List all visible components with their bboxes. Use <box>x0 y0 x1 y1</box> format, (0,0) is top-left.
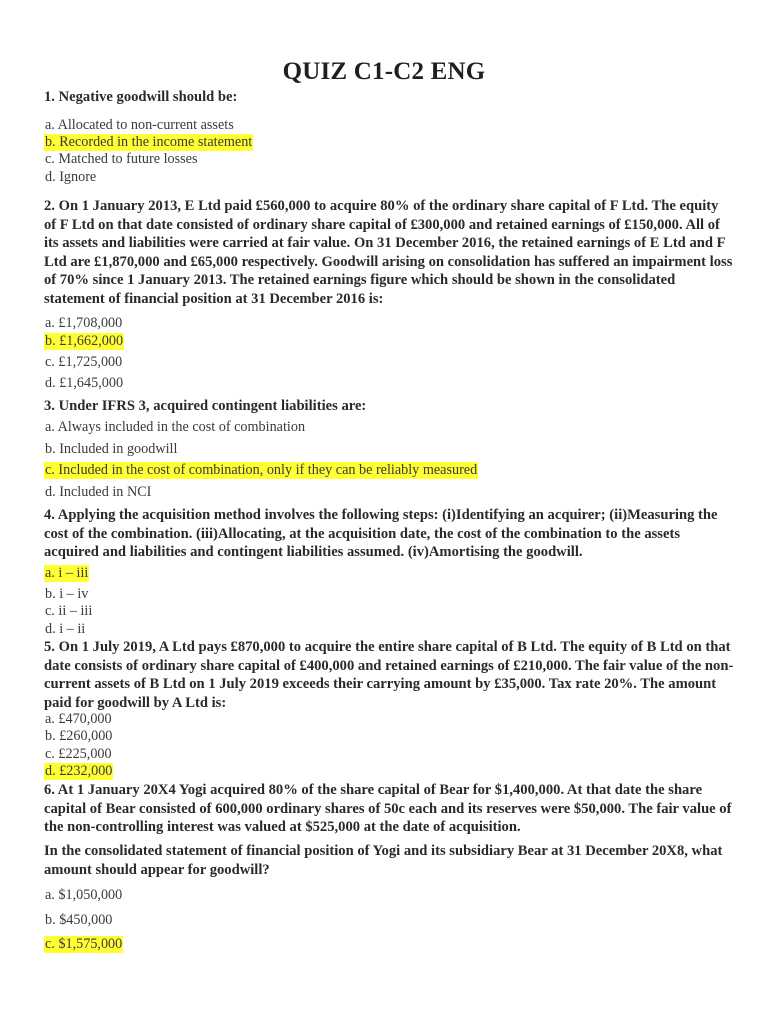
question-6: 6. At 1 January 20X4 Yogi acquired 80% of the share capital of Bear for $1,400,000. At that date the share capital of Bear consisted of 600,000 ordinary shares of 50c each and its reserves were $50,000. The fair value of the non-controlling interest was valued at $525,000 at the date of acquisition. <box>44 782 732 836</box>
question-6-prompt: In the consolidated statement of financial position of Yogi and its subsidiary Bear at 31 December 20X8, what amount should appear for goodwill? <box>44 843 723 878</box>
q1-option-c: c. Matched to future losses <box>45 151 198 167</box>
q3-option-a: a. Always included in the cost of combination <box>45 419 306 435</box>
q4-option-d: d. i – ii <box>45 621 86 637</box>
q1-option-b: b. Recorded in the income statement <box>45 134 253 150</box>
q3-option-d: d. Included in NCI <box>45 484 152 500</box>
q4-option-a: a. i – iii <box>45 565 89 581</box>
q4-option-c: c. ii – iii <box>45 603 93 619</box>
q2-option-c: c. £1,725,000 <box>45 354 123 370</box>
q6-option-a: a. $1,050,000 <box>45 887 123 903</box>
question-3: 3. Under IFRS 3, acquired contingent liabilities are: <box>44 398 367 414</box>
q5-option-d: d. £232,000 <box>45 763 113 779</box>
q1-option-d: d. Ignore <box>45 169 97 185</box>
question-5: 5. On 1 July 2019, A Ltd pays £870,000 to acquire the entire share capital of B Ltd. The equity of B Ltd on that date consists of ordinary share capital of £400,000 and retained earnings of £210,000. The fair value of the non-current assets of B Ltd on 1 July 2019 exceeds their carrying amount by £35,000. Tax rate 20%. The amount paid for goodwill by A Ltd is: <box>44 639 734 711</box>
q1-option-a: a. Allocated to non-current assets <box>45 117 234 133</box>
q5-option-b: b. £260,000 <box>45 728 113 744</box>
page-title: QUIZ C1-C2 ENG <box>282 58 486 85</box>
q5-option-c: c. £225,000 <box>45 746 112 762</box>
question-1: 1. Negative goodwill should be: <box>44 89 238 105</box>
q5-option-a: a. £470,000 <box>45 711 112 727</box>
q4-option-b: b. i – iv <box>45 586 89 602</box>
question-4: 4. Applying the acquisition method involves the following steps: (i)Identifying an acquirer; (ii)Measuring the cost of the combination. (iii)Allocating, at the acquisition date, the cost of the combination to the assets acquired and liabilities and contingent liabilities assumed. (iv)Amortising the goodwill. <box>44 507 718 561</box>
q3-option-c: c. Included in the cost of combination, only if they can be reliably measured <box>45 462 478 478</box>
q2-option-b: b. £1,662,000 <box>45 333 124 349</box>
q2-option-a: a. £1,708,000 <box>45 315 123 331</box>
q6-option-b: b. $450,000 <box>45 912 113 928</box>
q6-option-c: c. $1,575,000 <box>45 936 123 952</box>
question-2: 2. On 1 January 2013, E Ltd paid £560,000 to acquire 80% of the ordinary share capital of F Ltd. The equity of F Ltd on that date consisted of ordinary share capital of £300,000 and retained earnings of £150,000. All of its assets and liabilities were carried at fair value. On 31 December 2016, the retained earnings of E Ltd and F Ltd are £1,870,000 and £65,000 respectively. Goodwill arising on consolidation has suffered an impairment loss of 70% since 1 January 2013. The retained earnings figure which should be shown in the consolidated statement of financial position at 31 December 2016 is: <box>44 198 733 307</box>
q2-option-d: d. £1,645,000 <box>45 375 124 391</box>
q3-option-b: b. Included in goodwill <box>45 441 178 457</box>
